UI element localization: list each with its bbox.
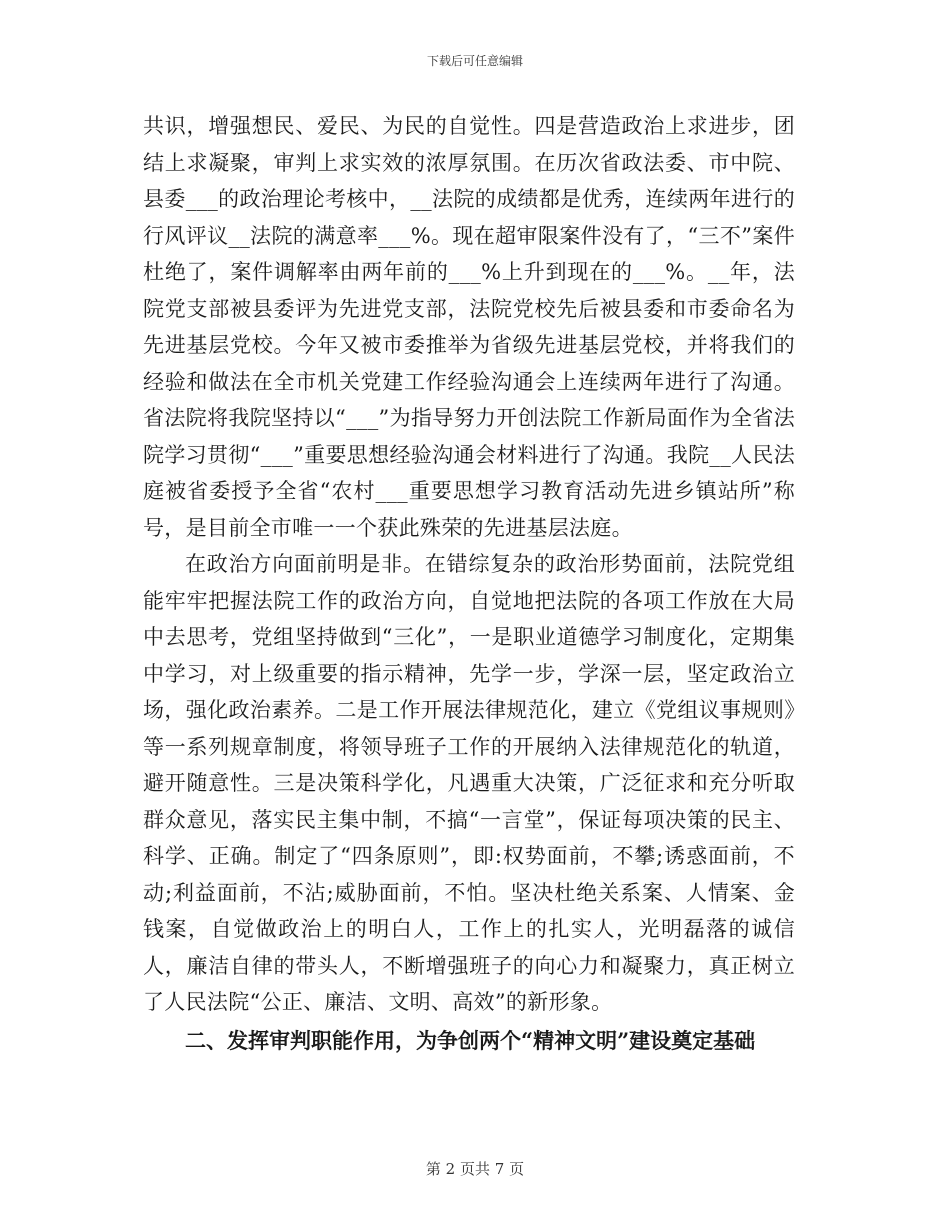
- paragraph-political-direction: 在政治方向面前明是非。在错综复杂的政治形势面前，法院党组能牢牢把握法院工作的政治方向，自觉地把法院的各项工作放在大局中去思考，党组坚持做到“三化”，一是职业道德学习制度化，定期集中学习，对上级重要的指示精神，先学一步，学深一层，坚定政治立场，强化政治素养。二是工作开展法律规范化，建立《党组议事规则》等一系列规章制度，将领导班子工作的开展纳入法律规范化的轨道，避开随意性。三是决策科学化，凡遇重大决策，广泛征求和充分听取群众意见，落实民主集中制，不搞“一言堂”，保证每项决策的民主、科学、正确。制定了“四条原则”，即:权势面前，不攀;诱惑面前，不动;利益面前，不沾;威胁面前，不怕。坚决杜绝关系案、人情案、金钱案，自觉做政治上的明白人，工作上的扎实人，光明磊落的诚信人，廉洁自律的带头人，不断增强班子的向心力和凝聚力，真正树立了人民法院“公正、廉洁、文明、高效”的新形象。: [143, 552, 795, 1014]
- section-heading: 二、发挥审判职能作用，为争创两个“精神文明”建设奠定基础: [185, 1027, 756, 1053]
- page-header: 下载后可任意编辑: [426, 54, 523, 68]
- page-footer: 第 2 页共 7 页: [425, 1160, 525, 1178]
- document-body: [143, 108, 795, 1059]
- paragraph-continuation: 共识，增强想民、爱民、为民的自觉性。四是营造政治上求进步，团结上求凝聚，审判上求实效的浓厚氛围。在历次省政法委、市中院、县委___的政治理论考核中，__法院的成绩都是优秀，连续两年进行的行风评议__法院的满意率___%。现在超审限案件没有了，“三不”案件杜绝了，案件调解率由两年前的___%上升到现在的___%。__年，法院党支部被县委评为先进党支部，法院党校先后被县委和市委命名为先进基层党校。今年又被市委推举为省级先进基层党校，并将我们的经验和做法在全市机关党建工作经验沟通会上连续两年进行了沟通。省法院将我院坚持以“___”为指导努力开创法院工作新局面作为全省法院学习贯彻“___”重要思想经验沟通会材料进行了沟通。我院__人民法庭被省委授予全省“农村___重要思想学习教育活动先进乡镇站所”称号，是目前全市唯一一个获此殊荣的先进基层法庭。: [143, 114, 795, 540]
